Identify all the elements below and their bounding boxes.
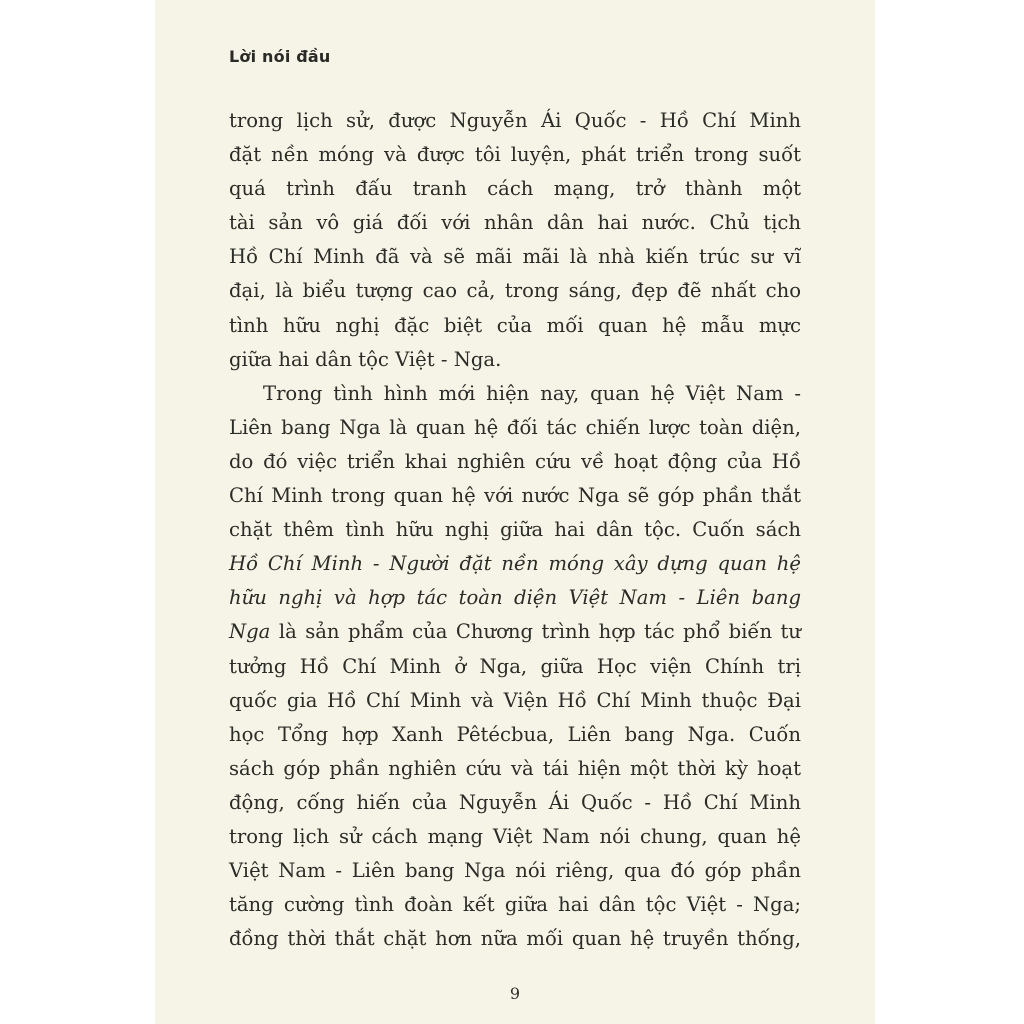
text-line: chặt thêm tình hữu nghị giữa hai dân tộc. Cuốn sách [229, 518, 801, 542]
text-line: quốc gia Hồ Chí Minh và Viện Hồ Chí Minh thuộc Đại [229, 688, 801, 712]
text-line: tài sản vô giá đối với nhân dân hai nước. Chủ tịch [229, 211, 801, 235]
chapter-header: Lời nói đầu [229, 47, 331, 66]
text-line-rest: là sản phẩm của Chương trình hợp tác phổ biến tư [278, 620, 801, 644]
text-line: Liên bang Nga là quan hệ đối tác chiến lược toàn diện, [229, 415, 801, 439]
text-line: tăng cường tình đoàn kết giữa hai dân tộc Việt - Nga; [229, 893, 801, 917]
text-line: sách góp phần nghiên cứu và tái hiện một thời kỳ hoạt [229, 756, 801, 780]
text-line: trong lịch sử cách mạng Việt Nam nói chung, quan hệ [229, 824, 801, 848]
book-title-line: hữu nghị và hợp tác toàn diện Việt Nam - Liên bang [229, 586, 801, 610]
text-line: đồng thời thắt chặt hơn nữa mối quan hệ truyền thống, [229, 927, 801, 951]
book-title-end: Nga [229, 620, 271, 644]
text-line: tình hữu nghị đặc biệt của mối quan hệ mẫu mực [229, 313, 801, 337]
page-number: 9 [509, 984, 521, 1003]
text-line: Việt Nam - Liên bang Nga nói riêng, qua đó góp phần [229, 859, 801, 883]
text-line: Chí Minh trong quan hệ với nước Nga sẽ góp phần thắt [229, 484, 801, 508]
text-line: trong lịch sử, được Nguyễn Ái Quốc - Hồ Chí Minh [229, 109, 801, 132]
text-line-mixed [229, 615, 801, 649]
text-line: quá trình đấu tranh cách mạng, trở thành một [229, 177, 801, 201]
text-line: học Tổng hợp Xanh Pêtécbua, Liên bang Nga. Cuốn [229, 722, 801, 746]
book-title-line: Hồ Chí Minh - Người đặt nền móng xây dựng quan hệ [229, 552, 801, 576]
text-line: tưởng Hồ Chí Minh ở Nga, giữa Học viện Chính trị [229, 654, 801, 678]
text-line: do đó việc triển khai nghiên cứu về hoạt động của Hồ [229, 449, 801, 473]
paragraph-start-line: Trong tình hình mới hiện nay, quan hệ Việt Nam - [263, 381, 801, 405]
text-line: đại, là biểu tượng cao cả, trong sáng, đẹp đẽ nhất cho [229, 279, 801, 303]
text-line: động, cống hiến của Nguyễn Ái Quốc - Hồ Chí Minh [229, 790, 801, 814]
text-line: đặt nền móng và được tôi luyện, phát triển trong suốt [229, 143, 801, 167]
text-line: giữa hai dân tộc Việt - Nga. [229, 347, 502, 371]
body-text [229, 104, 801, 956]
book-page [155, 0, 875, 1024]
text-line: Hồ Chí Minh đã và sẽ mãi mãi là nhà kiến trúc sư vĩ [229, 245, 801, 269]
